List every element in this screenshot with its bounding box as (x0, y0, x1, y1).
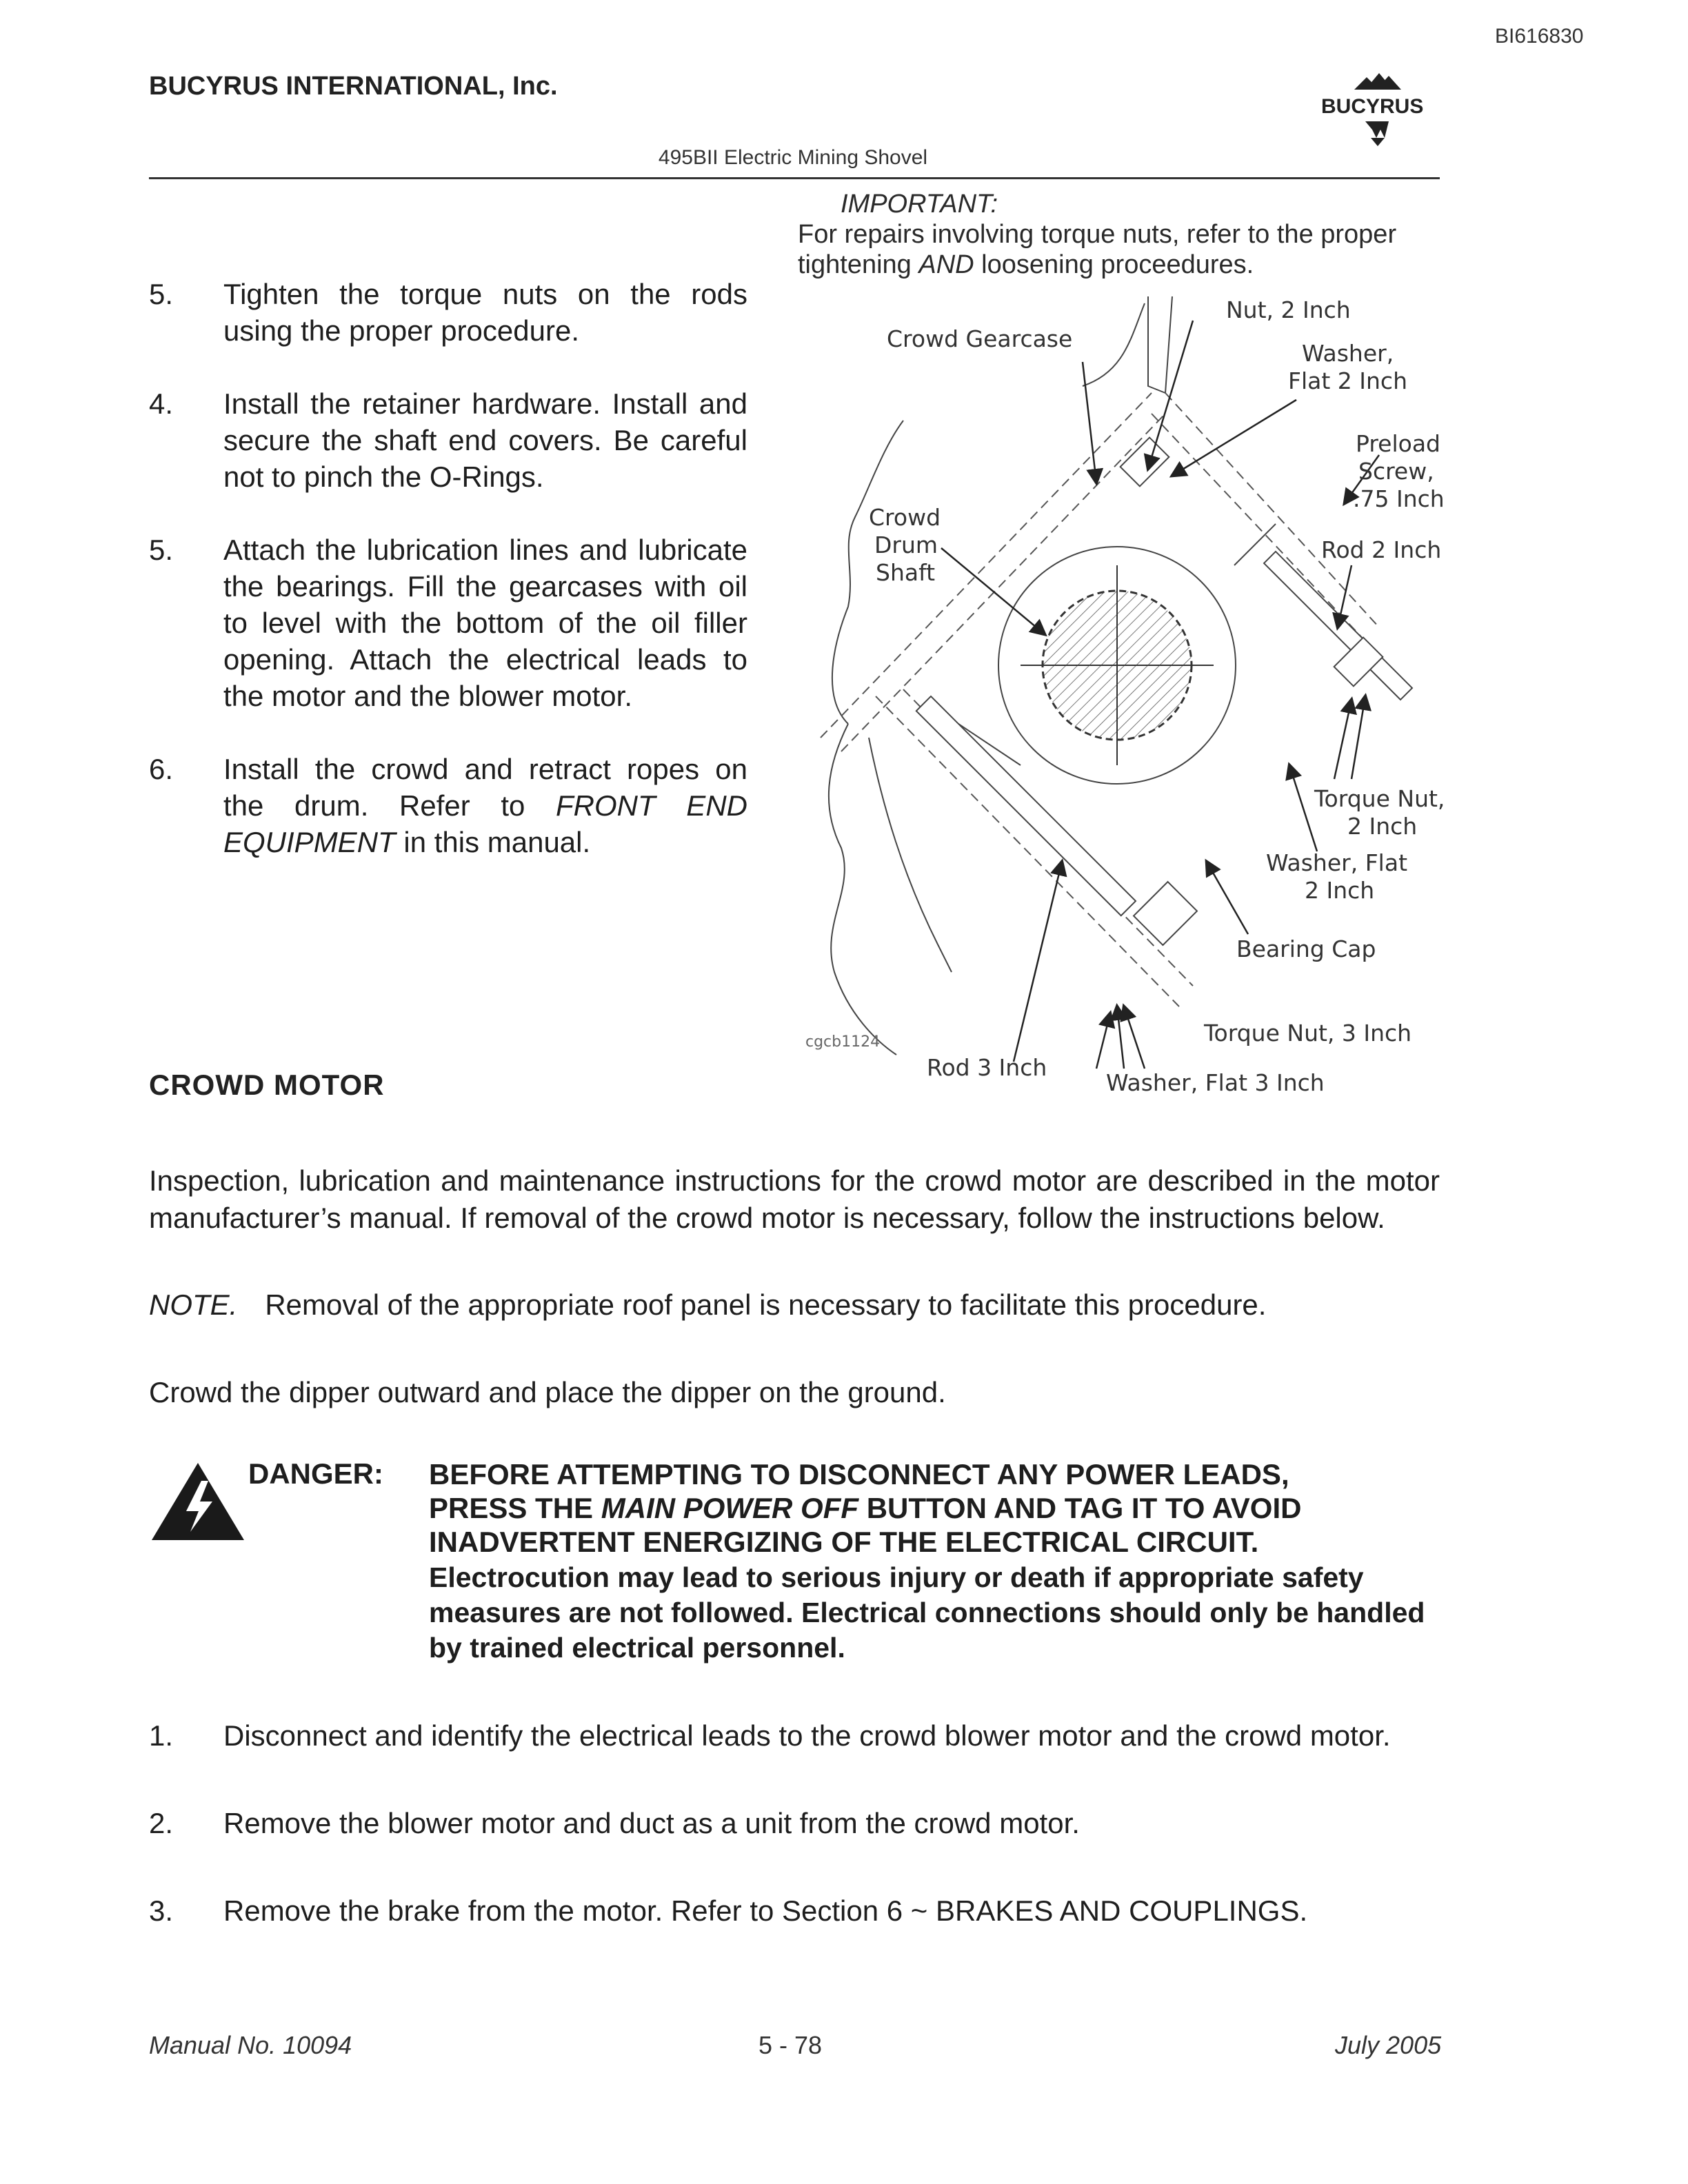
step-number: 6. (149, 753, 174, 785)
drum-shaft (1021, 565, 1214, 765)
label-washer-flat-2c-b: 2 Inch (1305, 877, 1375, 904)
header-rule (149, 177, 1440, 179)
list-item (149, 751, 747, 860)
manual-number: Manual No. 10094 (149, 2031, 352, 2059)
note-label: NOTE. (149, 1288, 238, 1321)
label-washer-flat-3: Washer, Flat 3 Inch (1106, 1069, 1325, 1096)
list-item (149, 276, 747, 349)
label-preload-a: Preload (1356, 430, 1440, 457)
step-number: 5. (149, 278, 174, 310)
bearing-cap-lines (869, 524, 1276, 972)
figure-code: cgcb1124 (805, 1033, 881, 1051)
list-item (149, 1893, 1445, 1929)
label-crowd-gearcase: Crowd Gearcase (887, 325, 1073, 352)
page-number: 5 - 78 (758, 2031, 823, 2059)
step-text: Remove the blower motor and duct as a unit from the crowd motor. (223, 1807, 1080, 1839)
step-text: Attach the lubrication lines and lubricate the bearings. Fill the gearcases with oil to level with the bottom of the oil filler opening. Attach the electrical leads to the motor and the blower motor. (223, 534, 747, 712)
step-number: 3. (149, 1894, 174, 1927)
important-heading: IMPORTANT: (841, 190, 998, 219)
list-item (149, 1718, 1445, 1754)
label-torque-nut-3: Torque Nut, 3 Inch (1204, 1020, 1412, 1046)
note-paragraph (149, 1286, 1440, 1324)
label-washer-flat-2-b: Flat 2 Inch (1288, 367, 1407, 394)
important-line-2: tightening AND loosening proceedures. (798, 250, 1254, 279)
rod-3-inch (916, 696, 1197, 945)
label-rod-3: Rod 3 Inch (927, 1054, 1047, 1081)
label-bearing-cap: Bearing Cap (1236, 936, 1376, 962)
logo-wordmark: BUCYRUS (1321, 95, 1424, 118)
list-item (149, 385, 747, 495)
danger-message (429, 1457, 1443, 1666)
section-title: CROWD MOTOR (149, 1069, 385, 1101)
step-number: 5. (149, 534, 174, 566)
danger-label: DANGER: (248, 1457, 383, 1490)
label-preload-c: .75 Inch (1353, 485, 1445, 512)
intro-paragraph: Inspection, lubrication and maintenance instructions for the crowd motor are described in the motor manufacturer’s manual. If removal of the crowd motor is necessary, follow the instructions below. (149, 1164, 1440, 1234)
dipper-paragraph: Crowd the dipper outward and place the dipper on the ground. (149, 1376, 946, 1408)
step-number: 4. (149, 387, 174, 420)
step-text: Install the crowd and retract ropes on the drum. Refer to FRONT END EQUIPMENT in this manual. (223, 753, 747, 858)
label-torque-nut-2-a: Torque Nut, (1314, 785, 1445, 812)
step-text: Install the retainer hardware. Install and secure the shaft end covers. Be careful not to pinch the O-Rings. (223, 387, 747, 493)
label-washer-flat-2c-a: Washer, Flat (1266, 849, 1408, 876)
page-subtitle: 495BII Electric Mining Shovel (658, 146, 928, 169)
danger-line-1: BEFORE ATTEMPTING TO DISCONNECT ANY POWER LEADS, (429, 1458, 1289, 1490)
step-text: Disconnect and identify the electrical leads to the crowd blower motor and the crowd motor. (223, 1719, 1391, 1752)
important-note (798, 189, 1446, 280)
removal-steps (149, 1718, 1445, 1981)
installation-steps (149, 276, 747, 897)
label-rod-2: Rod 2 Inch (1321, 536, 1442, 563)
step-number: 1. (149, 1719, 174, 1752)
list-item (149, 1806, 1445, 1841)
bucyrus-logo (1317, 69, 1441, 152)
label-washer-flat-2-a: Washer, (1302, 340, 1394, 367)
electrical-hazard-icon (149, 1460, 247, 1543)
crowd-drum-shaft-diagram (793, 283, 1448, 1110)
company-name: BUCYRUS INTERNATIONAL, Inc. (149, 72, 558, 101)
label-preload-b: Screw, (1358, 458, 1434, 485)
danger-line-2: PRESS THE MAIN POWER OFF BUTTON AND TAG IT TO AVOID (429, 1492, 1302, 1524)
label-torque-nut-2-b: 2 Inch (1347, 813, 1418, 840)
label-crowd-c: Shaft (876, 559, 936, 586)
list-item (149, 532, 747, 714)
label-crowd-a: Crowd (869, 504, 941, 531)
document-id: BI616830 (1495, 25, 1584, 48)
publication-date: July 2005 (1335, 2031, 1442, 2059)
label-crowd-b: Drum (874, 532, 938, 558)
step-text: Remove the brake from the motor. Refer to Section 6 ~ BRAKES AND COUPLINGS. (223, 1894, 1308, 1927)
step-number: 2. (149, 1807, 174, 1839)
label-nut-2: Nut, 2 Inch (1226, 296, 1351, 323)
important-line-1: For repairs involving torque nuts, refer to the proper (798, 220, 1397, 249)
danger-line-3: INADVERTENT ENERGIZING OF THE ELECTRICAL CIRCUIT. (429, 1526, 1259, 1558)
note-text: Removal of the appropriate roof panel is necessary to facilitate this procedure. (265, 1288, 1267, 1321)
step-text: Tighten the torque nuts on the rods using the proper procedure. (223, 278, 747, 347)
danger-warning-text: Electrocution may lead to serious injury or death if appropriate safety measures are not followed. Electrical connections should only be handled by trained electrical personnel. (429, 1561, 1425, 1664)
